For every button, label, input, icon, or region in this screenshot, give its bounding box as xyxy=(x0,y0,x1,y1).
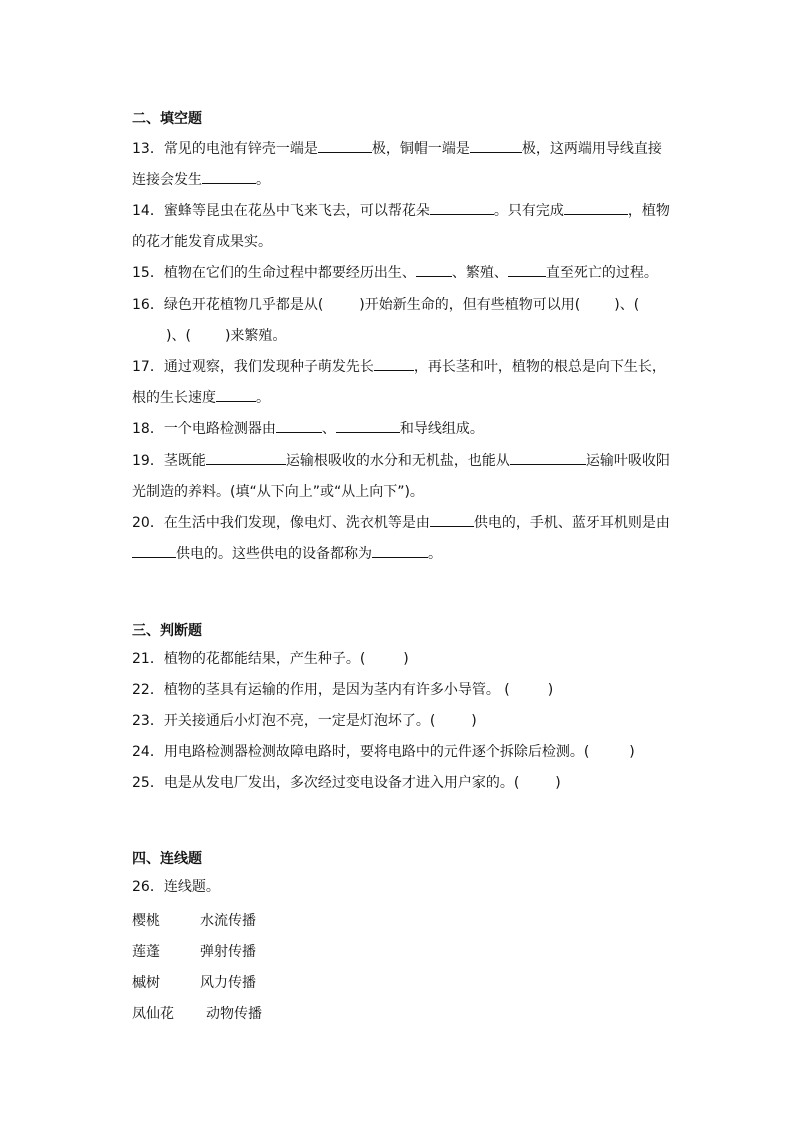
section-title-judge: 三、判断题 xyxy=(132,623,202,639)
blank[interactable] xyxy=(510,450,586,465)
question-25: 25．电是从发电厂发出，多次经过变电设备才进入用户家的。( ) xyxy=(132,775,561,791)
blank[interactable] xyxy=(508,262,546,277)
question-20: 20．在生活中我们发现，像电灯、洗衣机等是由 供电的，手机、蓝牙耳机则是由供电的。这些供电的设备都称为 。 xyxy=(132,508,672,570)
match-item-right[interactable]: 水流传播 xyxy=(200,913,256,929)
question-24: 24．用电路检测器检测故障电路时，要将电路中的元件逐个拆除后检测。( ) xyxy=(132,744,635,760)
blank[interactable] xyxy=(276,418,322,433)
blank[interactable] xyxy=(430,200,494,215)
question-23: 23．开关接通后小灯泡不亮，一定是灯泡坏了。( ) xyxy=(132,713,477,729)
section-title-match: 四、连线题 xyxy=(132,851,202,867)
blank[interactable] xyxy=(206,450,286,465)
blank[interactable] xyxy=(202,169,256,184)
blank[interactable] xyxy=(470,138,522,153)
question-22: 22．植物的茎具有运输的作用，是因为茎内有许多小导管。 ( ) xyxy=(132,682,554,698)
question-21: 21．植物的花都能结果，产生种子。( ) xyxy=(132,651,409,667)
match-item-right[interactable]: 动物传播 xyxy=(206,1006,262,1022)
question-19: 19．茎既能 运输根吸收的水分和无机盐，也能从 运输叶吸收阳光制造的养料。(填“从下向上”或“从上向下”)。 xyxy=(132,446,672,508)
question-26: 26．连线题。 xyxy=(132,879,220,895)
match-item-right[interactable]: 弹射传播 xyxy=(200,944,256,960)
question-15: 15．植物在它们的生命过程中都要经历出生、 、繁殖、 直至死亡的过程。 xyxy=(132,258,672,289)
blank[interactable] xyxy=(132,543,176,558)
blank[interactable] xyxy=(416,262,452,277)
question-17: 17．通过观察，我们发现种子萌发先长 ，再长茎和叶，植物的根总是向下生长，根的生长速度 。 xyxy=(132,352,672,414)
question-14: 14．蜜蜂等昆虫在花丛中飞来飞去，可以帮花朵 。只有完成 ，植物的花才能发育成果实。 xyxy=(132,196,672,258)
blank[interactable] xyxy=(374,356,414,371)
blank[interactable] xyxy=(318,138,372,153)
question-16: 16．绿色开花植物几乎都是从( )开始新生命的，但有些植物可以用( )、()、( )来繁殖。 xyxy=(132,297,640,344)
blank[interactable] xyxy=(216,387,256,402)
blank[interactable] xyxy=(336,418,400,433)
match-item-left[interactable]: 槭树 xyxy=(132,975,160,991)
blank[interactable] xyxy=(430,512,474,527)
question-13: 13．常见的电池有锌壳一端是 极，铜帽一端是 极，这两端用导线直接连接会发生 。 xyxy=(132,134,672,196)
section-title-fill: 二、填空题 xyxy=(132,111,202,127)
match-item-left[interactable]: 莲蓬 xyxy=(132,944,160,960)
blank[interactable] xyxy=(564,200,628,215)
match-item-left[interactable]: 凤仙花 xyxy=(132,1006,174,1022)
match-item-right[interactable]: 风力传播 xyxy=(200,975,256,991)
match-item-left[interactable]: 樱桃 xyxy=(132,913,160,929)
blank[interactable] xyxy=(372,543,428,558)
question-18: 18．一个电路检测器由 、 和导线组成。 xyxy=(132,414,672,445)
